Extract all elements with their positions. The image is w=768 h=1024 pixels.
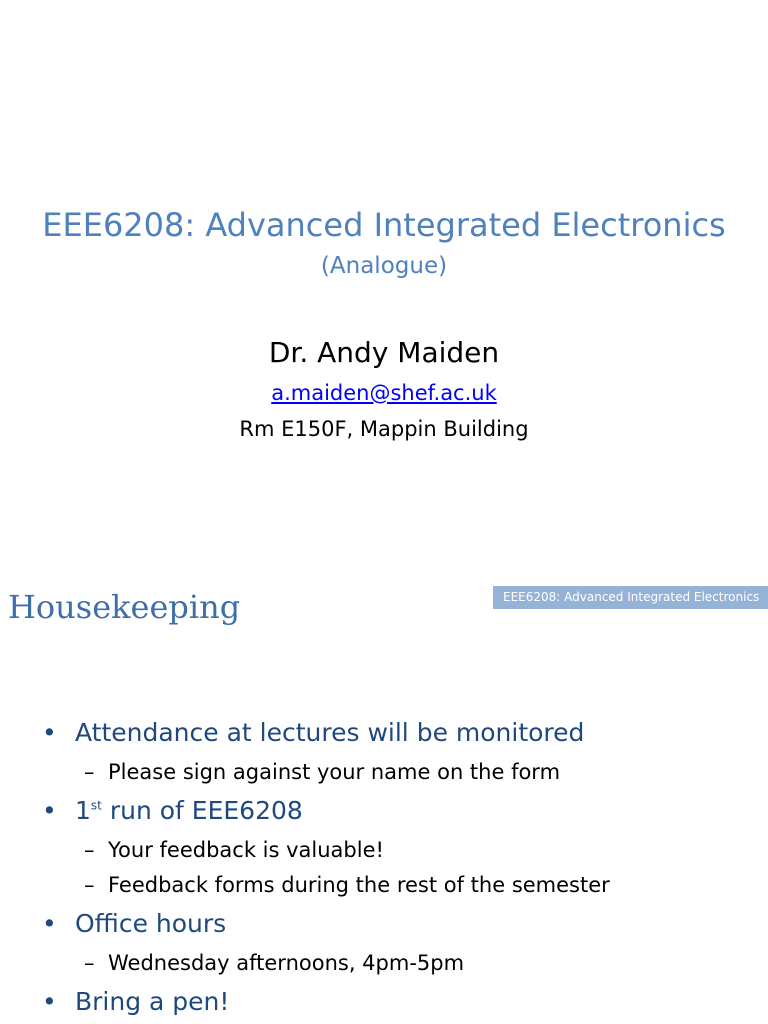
sub-bullet-text: Your feedback is valuable! — [108, 838, 384, 862]
bullet-text: Bring a pen! — [75, 987, 230, 1016]
bullet-text-prefix: 1 — [75, 796, 91, 825]
sub-bullet-text: Feedback forms during the rest of the semester — [108, 873, 610, 897]
bullet-dot-icon: • — [42, 718, 57, 747]
slide-subtitle: (Analogue) — [320, 253, 448, 279]
sub-bullet-text: Wednesday afternoons, 4pm-5pm — [108, 951, 465, 975]
ordinal-suffix: st — [90, 798, 102, 813]
bullet-text: Office hours — [75, 909, 227, 938]
bullet-text-suffix: run of EEE6208 — [101, 796, 303, 825]
sub-bullet-text: Please sign against your name on the form — [108, 760, 561, 784]
room-location: Rm E150F, Mappin Building — [239, 417, 529, 441]
dash-icon: – — [84, 873, 95, 897]
dash-icon: – — [84, 951, 95, 975]
email-line — [0, 379, 768, 407]
title-slide — [0, 0, 768, 500]
housekeeping-slide — [0, 560, 768, 1024]
email-link[interactable]: a.maiden@shef.ac.uk — [271, 381, 497, 405]
dash-icon: – — [84, 760, 95, 784]
dash-icon: – — [84, 838, 95, 862]
author-name: Dr. Andy Maiden — [268, 336, 500, 369]
bullet-text — [75, 795, 303, 827]
bullet-dot-icon: • — [42, 796, 57, 825]
bullet-dot-icon: • — [42, 987, 57, 1016]
bullet-dot-icon: • — [42, 909, 57, 938]
slide-title: EEE6208: Advanced Integrated Electronics — [42, 206, 726, 244]
bullet-text: Attendance at lectures will be monitored — [75, 718, 585, 747]
course-badge: EEE6208: Advanced Integrated Electronics — [493, 586, 768, 609]
slide-heading: Housekeeping — [8, 588, 241, 626]
